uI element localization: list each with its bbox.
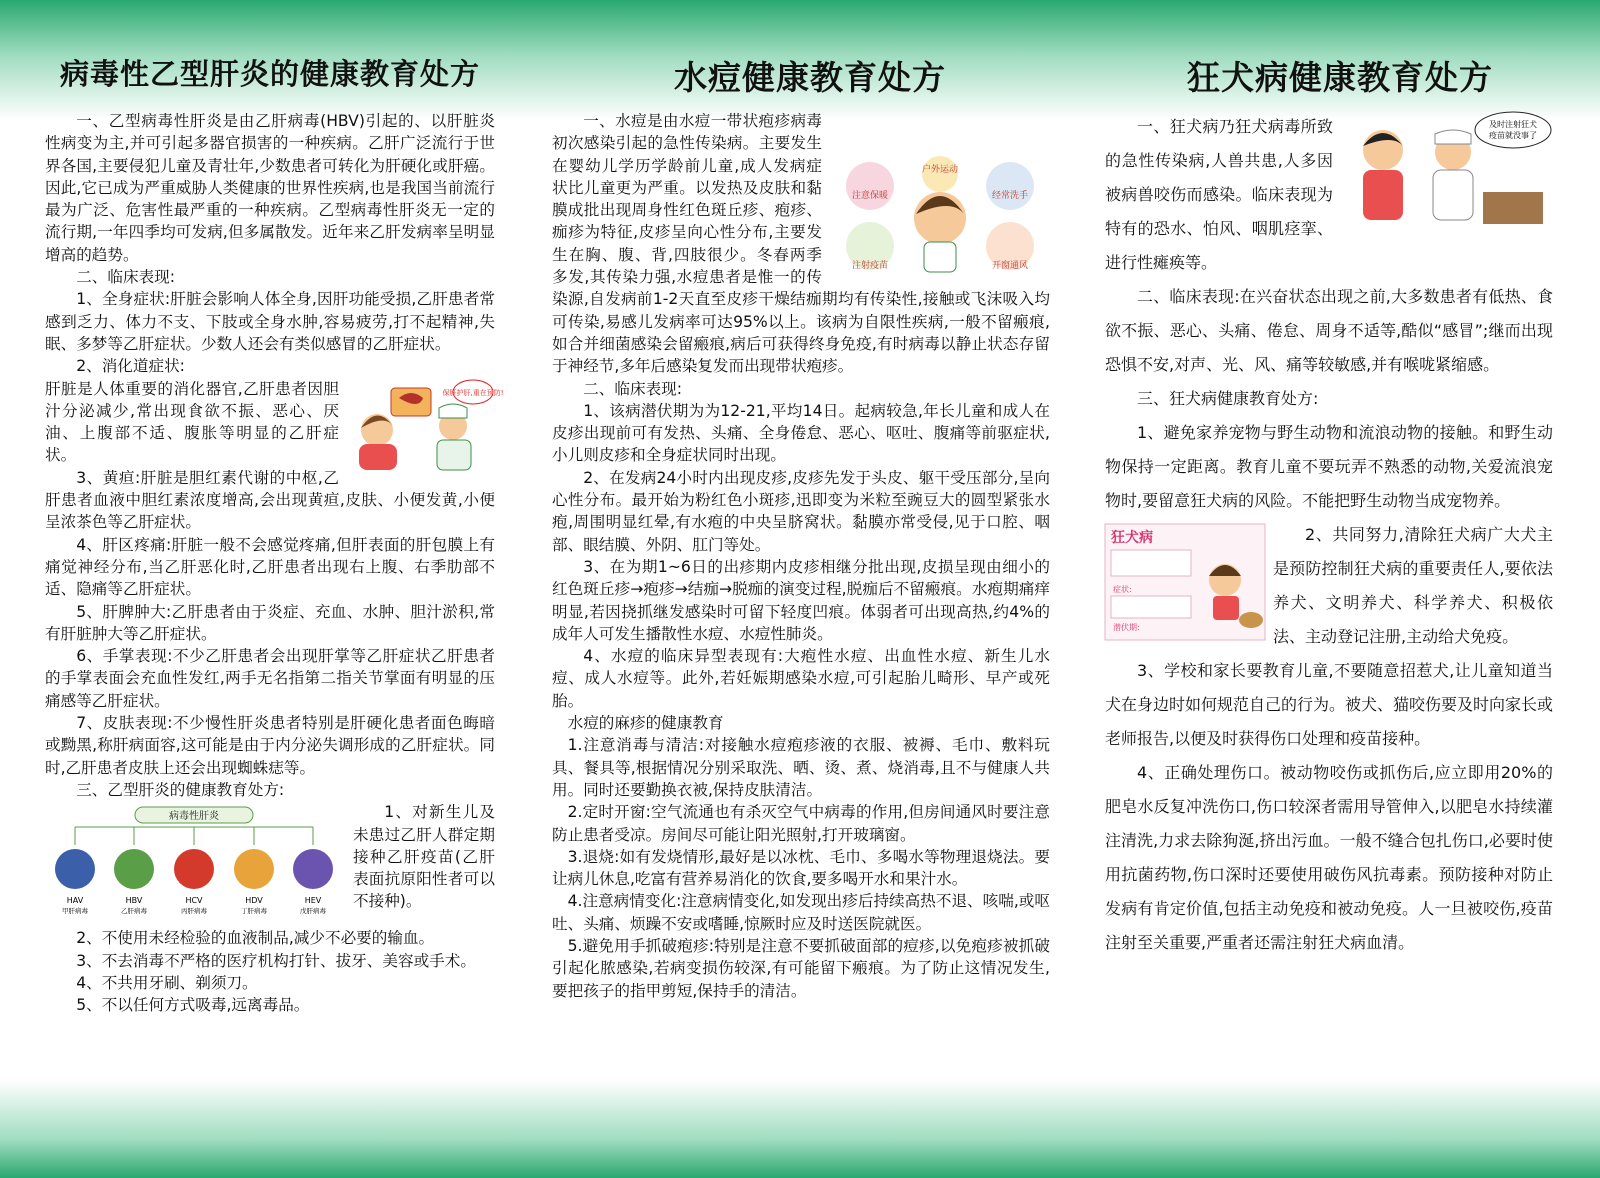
virus-hav-name: 甲肝病毒 xyxy=(62,907,88,916)
hepb-para-3: 1、全身症状:肝脏会影响人体全身,因肝功能受损,乙肝患者常感到乏力、体力不支、下肢或全身水肿,容易疲劳,打不起精神,失眠、多梦等乙肝症状。少数人还会有类似感冒的乙肝症状。 xyxy=(45,290,495,353)
rabies-para-2: 二、临床表现:在兴奋状态出现之前,大多数患者有低热、食欲不振、恶心、头痛、倦怠、周身不适等,酷似“感冒”;继而出现恐惧不安,对声、光、风、痛等较敏感,并有喉咙紧缩感。 xyxy=(1105,287,1553,374)
rabies-body xyxy=(1105,110,1553,960)
virus-hbv-code: HBV xyxy=(125,896,143,906)
virus-hcv-code: HCV xyxy=(185,896,203,906)
varicella-label-ventilate: 开窗通风 xyxy=(991,261,1029,271)
hepb-para-1: 一、乙型病毒性肝炎是由乙肝病毒(HBV)引起的、以肝脏炎性病变为主,并可引起多器官损害的一种疾病。乙肝广泛流行于世界各国,主要侵犯儿童及青壮年,少数患者可转化为肝硬化或肝癌。因此,它已成为严重威胁人类健康的世界性疾病,也是我国当前流行最为广泛、危害性最严重的一种疾病。乙型病毒性肝炎无一定的流行期,一年四季均可发病,但多属散发。近年来乙肝发病率呈明显增高的趋势。 xyxy=(45,112,495,264)
varicella-para-8: 1.注意消毒与清洁:对接触水痘疱疹液的衣服、被褥、毛巾、敷料玩具、餐具等,根据情况分别采取洗、晒、烫、煮、烧消毒,且不与健康人共用。同时还要勤换衣被,保持皮肤清洁。 xyxy=(552,736,1050,799)
virus-hev-icon xyxy=(293,849,333,889)
varicella-label-outdoor: 户外运动 xyxy=(921,165,959,175)
hepatitis-virus-illustration xyxy=(45,805,343,925)
varicella-prevention-illustration xyxy=(830,156,1050,276)
rabies-title: 狂犬病健康教育处方 xyxy=(1187,58,1493,97)
rabies-poster-title: 狂犬病 xyxy=(1111,530,1153,546)
hepb-para-12: 1、对新生儿及未患过乙肝人群定期接种乙肝疫苗(乙肝表面抗原阳性者可以不接种)。 xyxy=(353,803,495,911)
varicella-label-wash: 经常洗手 xyxy=(991,191,1029,201)
hepb-para-8: 5、肝脾肿大:乙肝患者由于炎症、充血、水肿、胆汁淤积,常有肝脏肿大等乙肝症状。 xyxy=(45,602,495,643)
column-hepatitis-b xyxy=(0,0,540,1178)
rabies-para-5: 2、共同努力,清除狂犬病广大犬主是预防控制狂犬病的重要责任人,要依法养犬、文明养犬、科学养犬、积极依法、主动登记注册,主动给犬免疫。 xyxy=(1273,525,1553,646)
varicella-title: 水痘健康教育处方 xyxy=(674,58,946,97)
varicella-para-9: 2.定时开窗:空气流通也有杀灭空气中病毒的作用,但房间通风时要注意防止患者受凉。房间尽可能让阳光照射,打开玻璃窗。 xyxy=(552,803,1050,844)
rabies-para-4: 1、避免家养宠物与野生动物和流浪动物的接触。和野生动物保持一定距离。教育儿童不要玩弄不熟悉的动物,关爱流浪宠物时,要留意狂犬病的风险。不能把野生动物当成宠物养。 xyxy=(1105,423,1553,510)
doctor-illustration xyxy=(345,378,504,470)
virus-hdv-icon xyxy=(234,849,274,889)
varicella-para-12: 5.避免用手抓破疱疹:特别是注意不要抓破面部的痘疹,以免疱疹被抓破引起化脓感染,若病变损伤较深,有可能留下瘢痕。为了防止这情况发生,要把孩子的指甲剪短,保持手的清洁。 xyxy=(552,936,1050,1000)
hepb-para-9: 6、手掌表现:不少乙肝患者会出现肝掌等乙肝症状乙肝患者的手掌表面会充血性发红,两手无名指第二指关节掌面有明显的压痛感等乙肝症状。 xyxy=(45,647,495,710)
rabies-poster-illustration xyxy=(1105,524,1265,640)
hepb-para-6: 3、黄疸:肝脏是胆红素代谢的中枢,乙肝患者血液中胆红素浓度增高,会出现黄疸,皮肤、小便发黄,小便呈浓茶色等乙肝症状。 xyxy=(45,468,495,532)
virus-hcv-name: 丙肝病毒 xyxy=(181,907,207,916)
varicella-para-2: 二、临床表现: xyxy=(583,379,683,398)
virus-chart-title: 病毒性肝炎 xyxy=(169,811,219,823)
virus-hdv-code: HDV xyxy=(245,896,263,906)
virus-hbv-icon xyxy=(114,849,154,889)
doctor-bubble-text: 保肝护肝,重在预防! xyxy=(442,388,504,397)
hepb-para-13: 2、不使用未经检验的血液制品,减少不必要的输血。 xyxy=(76,929,435,948)
hepb-para-5: 肝脏是人体重要的消化器官,乙肝患者因胆汁分泌减少,常出现食欲不振、恶心、厌油、上腹部不适、腹胀等明显的乙肝症状。 xyxy=(45,379,339,465)
virus-hbv-name: 乙肝病毒 xyxy=(121,907,147,916)
column-varicella xyxy=(540,0,1080,1178)
hepb-body xyxy=(45,110,504,1016)
rabies-para-6: 3、学校和家长要教育儿童,不要随意招惹犬,让儿童知道当犬在身边时如何规范自己的行为。被犬、猫咬伤要及时向家长或老师报告,以便及时获得伤口处理和疫苗接种。 xyxy=(1105,661,1554,748)
hepb-para-16: 5、不以任何方式吸毒,远离毒品。 xyxy=(76,996,310,1015)
varicella-para-7: 水痘的麻疹的健康教育 xyxy=(567,714,724,733)
rabies-para-3: 三、狂犬病健康教育处方: xyxy=(1137,389,1319,408)
hepb-para-11: 三、乙型肝炎的健康教育处方: xyxy=(76,780,285,799)
virus-hav-icon xyxy=(55,849,95,889)
virus-hcv-icon xyxy=(174,849,214,889)
varicella-para-6: 4、水痘的临床异型表现有:大疱性水痘、出血性水痘、新生儿水痘、成人水痘等。此外,若妊娠期感染水痘,可引起胎儿畸形、早产或死胎。 xyxy=(552,647,1050,710)
hepb-para-4: 2、消化道症状: xyxy=(76,357,185,376)
hepb-para-2: 二、临床表现: xyxy=(76,268,176,287)
rabies-poster-symptom: 症状: xyxy=(1113,585,1132,594)
rabies-vaccination-illustration xyxy=(1343,110,1553,230)
varicella-para-10: 3.退烧:如有发烧情形,最好是以冰枕、毛巾、多喝水等物理退烧法。要让病儿休息,吃富有营养易消化的饮食,要多喝开水和果汁水。 xyxy=(552,847,1050,889)
varicella-para-11: 4.注意病情变化:注意病情变化,如发现出疹后持续高热不退、咳喘,或呕吐、头痛、烦躁不安或嗜睡,惊厥时应及时送医院就医。 xyxy=(552,892,1050,933)
virus-hev-code: HEV xyxy=(304,896,322,906)
virus-hav-code: HAV xyxy=(66,896,84,906)
varicella-para-4: 2、在发病24小时内出现皮疹,皮疹先发于头皮、躯干受压部分,呈向心性分布。最开始为粉红色小斑疹,迅即变为米粒至豌豆大的圆型紧张水疱,周围明显红晕,有水疱的中央呈脐窝状。黏膜亦常受侵,见于口腔、咽部、眼结膜、外阴、肛门等处。 xyxy=(552,468,1050,554)
rabies-para-1: 一、狂犬病乃狂犬病毒所致的急性传染病,人兽共患,人多因被病兽咬伤而感染。临床表现为特有的恐水、怕风、咽肌痉挛、进行性瘫痪等。 xyxy=(1105,117,1333,272)
rabies-para-7: 4、正确处理伤口。被动物咬伤或抓伤后,应立即用20%的肥皂水反复冲洗伤口,伤口较深者需用导管伸入,以肥皂水持续灌注清洗,力求去除狗涎,挤出污血。一般不缝合包扎伤口,必要时使用抗菌药物,伤口深时还要使用破伤风抗毒素。预防接种对防止发病有肯定价值,包括主动免疫和被动免疫。人一旦被咬伤,疫苗注射至关重要,严重者还需注射狂犬病血清。 xyxy=(1105,763,1553,952)
hepb-para-14: 3、不去消毒不严格的医疗机构打针、拔牙、美容或手术。 xyxy=(76,951,476,970)
hepb-para-7: 4、肝区疼痛:肝脏一般不会感觉疼痛,但肝表面的肝包膜上有痛觉神经分布,当乙肝恶化时,乙肝患者出现右上腹、右季肋部不适、隐痛等乙肝症状。 xyxy=(45,535,495,599)
rabies-bubble-line1: 及时注射狂犬 xyxy=(1489,120,1537,129)
hepb-para-15: 4、不共用牙刷、剃须刀。 xyxy=(76,973,258,992)
varicella-para-5: 3、在为期1~6日的出疹期内皮疹相继分批出现,皮损呈现由细小的红色斑丘疹→疱疹→结痂→脱痂的演变过程,脱痂后不留瘢痕。水疱期痛痒明显,若因挠抓继发感染时可留下轻度凹痕。体弱者可出现高热,约4%的成年人可发生播散性水痘、水痘性肺炎。 xyxy=(552,557,1050,643)
varicella-body xyxy=(552,110,1050,1002)
virus-hev-name: 戊肝病毒 xyxy=(300,907,326,916)
rabies-bubble-line2: 疫苗就没事了 xyxy=(1489,131,1537,140)
varicella-para-3: 1、该病潜伏期为为12-21,平均14日。起病较急,年长儿童和成人在皮疹出现前可有发热、头痛、全身倦怠、恶心、呕吐、腹痛等前驱症状,小儿则皮疹和全身症状同时出现。 xyxy=(552,401,1050,465)
hepb-para-10: 7、皮肤表现:不少慢性肝炎患者特别是肝硬化患者面色晦暗或黝黑,称肝病面容,这可能是由于内分泌失调形成的乙肝症状。同时,乙肝患者皮肤上还会出现蜘蛛痣等。 xyxy=(45,714,495,777)
virus-hdv-name: 丁肝病毒 xyxy=(241,907,267,916)
varicella-label-warm: 注意保暖 xyxy=(851,191,889,201)
hepb-title: 病毒性乙型肝炎的健康教育处方 xyxy=(59,57,480,91)
varicella-label-vaccine: 注射疫苗 xyxy=(851,261,889,271)
varicella-para-1: 一、水痘是由水痘一带状疱疹病毒初次感染引起的急性传染病。主要发生在婴幼儿学历学龄前儿童,成人发病症状比儿童更为严重。以发热及皮肤和黏膜成批出现周身性红色斑丘疹、疱疹、痂疹为特征,皮疹呈向心性分布,主要发生在胸、腹、背,四肢很少。冬春两季多发,其传染力强,水痘患者是惟一的传染源,自发病前1-2天直至皮疹干燥结痂期均有传染性,接触或飞沫吸入均可传染,易感儿发病率可达95%以上。该病为自限性疾病,一般不留瘢痕,如合并细菌感染会留瘢痕,病后可获得终身免疫,有时病毒以静止状态存留于神经节,多年后感染复发而出现带状疱疹。 xyxy=(552,112,1050,376)
rabies-poster-incubation: 潜伏期: xyxy=(1113,623,1140,632)
column-rabies xyxy=(1080,0,1600,1178)
